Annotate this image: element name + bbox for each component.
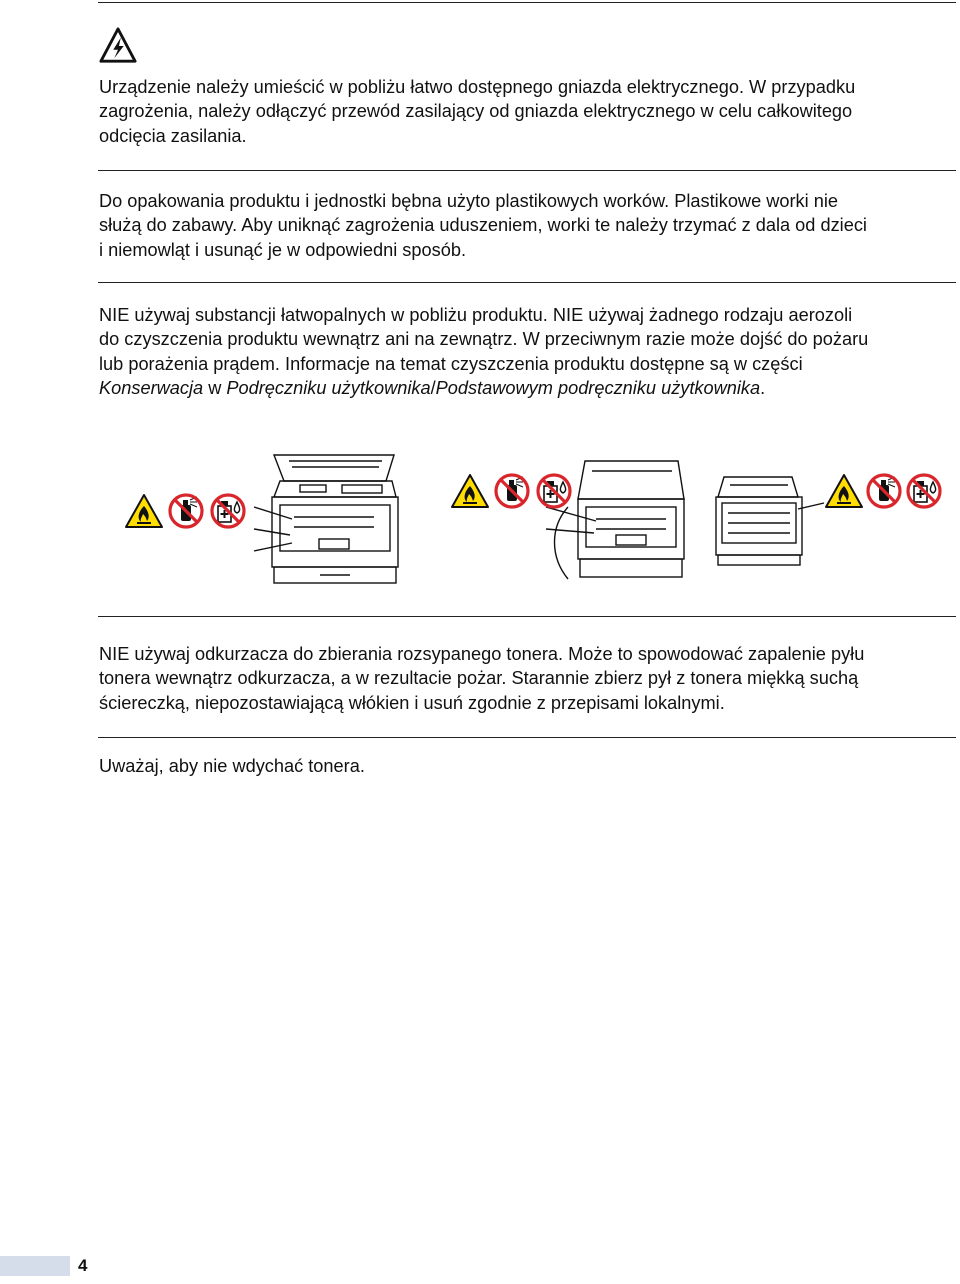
- text-line: i niemowląt i usunąć je w odpowiedni sposób.: [99, 239, 466, 260]
- section-divider: [98, 282, 956, 283]
- text-line: NIE używaj substancji łatwopalnych w pobliżu produktu. NIE używaj żadnego rodzaju aerozoli: [99, 305, 853, 325]
- text-line: zagrożenia, należy odłączyć przewód zasilający od gniazda elektrycznego w celu całkowitego: [99, 101, 853, 122]
- chapter-reference: Konserwacja: [99, 378, 204, 399]
- text-line: odcięcia zasilania.: [99, 125, 247, 146]
- no-spray-icon: [868, 475, 900, 507]
- illustration-mfp-printer: [124, 447, 428, 589]
- text-line: do czyszczenia produktu wewnątrz ani na zewnątrz. W przeciwnym razie może dojść do pożaru: [99, 329, 869, 350]
- electrical-hazard-warning-icon: [99, 27, 137, 65]
- manual-reference: Podręczniku użytkownika: [226, 378, 431, 399]
- manual-reference: Podstawowym podręczniku użytkownika: [435, 378, 761, 399]
- text-line: Urządzenie należy umieścić w pobliżu łatwo dostępnego gniazda elektrycznego. W przypadku: [99, 77, 856, 97]
- section-divider: [98, 170, 956, 171]
- text-line: tonera wewnątrz odkurzacza, a w rezultacie pożar. Starannie zbierz pył z tonera miękką suchą: [99, 668, 859, 689]
- no-cleaning-liquid-icon: [908, 475, 940, 507]
- text-line: Uważaj, aby nie wdychać tonera.: [99, 756, 365, 776]
- text-line-reference: [99, 376, 957, 400]
- section-divider: [98, 616, 956, 617]
- section-divider: [98, 737, 956, 738]
- text-fragment: /: [430, 378, 436, 399]
- illustration-printer-open-front: [450, 447, 692, 589]
- flammable-icon: [126, 495, 162, 527]
- page-number-bar: [0, 1256, 70, 1276]
- text-fragment: .: [760, 378, 766, 399]
- vacuum-cleaner-warning: [99, 642, 957, 715]
- illustration-printer-open-top: [706, 447, 946, 589]
- power-outlet-warning: [99, 75, 957, 148]
- section-divider: [98, 2, 956, 3]
- text-line: NIE używaj odkurzacza do zbierania rozsypanego tonera. Może to spowodować zapalenie pyłu: [99, 644, 865, 664]
- toner-inhalation-warning: [99, 754, 957, 778]
- text-line: Do opakowania produktu i jednostki bębna użyto plastikowych worków. Plastikowe worki nie: [99, 191, 838, 211]
- no-cleaning-liquid-icon: [212, 495, 244, 527]
- text-line: lub porażenia prądem. Informacje na temat czyszczenia produktu dostępne są w części: [99, 353, 803, 374]
- no-cleaning-liquid-icon: [538, 475, 570, 507]
- no-spray-icon: [496, 475, 528, 507]
- page-number: 4: [78, 1256, 88, 1275]
- flammable-substances-warning: [99, 303, 957, 401]
- plastic-bag-warning: [99, 189, 957, 262]
- flammable-icon: [452, 475, 488, 507]
- text-line: służą do zabawy. Aby uniknąć zagrożenia uduszeniem, worki te należy trzymać z dala od dzieci: [99, 215, 867, 236]
- no-spray-icon: [170, 495, 202, 527]
- text-fragment: w: [203, 378, 227, 399]
- text-line: ściereczką, niepozostawiającą włókien i usuń zgodnie z przepisami lokalnymi.: [99, 692, 725, 713]
- flammable-icon: [826, 475, 862, 507]
